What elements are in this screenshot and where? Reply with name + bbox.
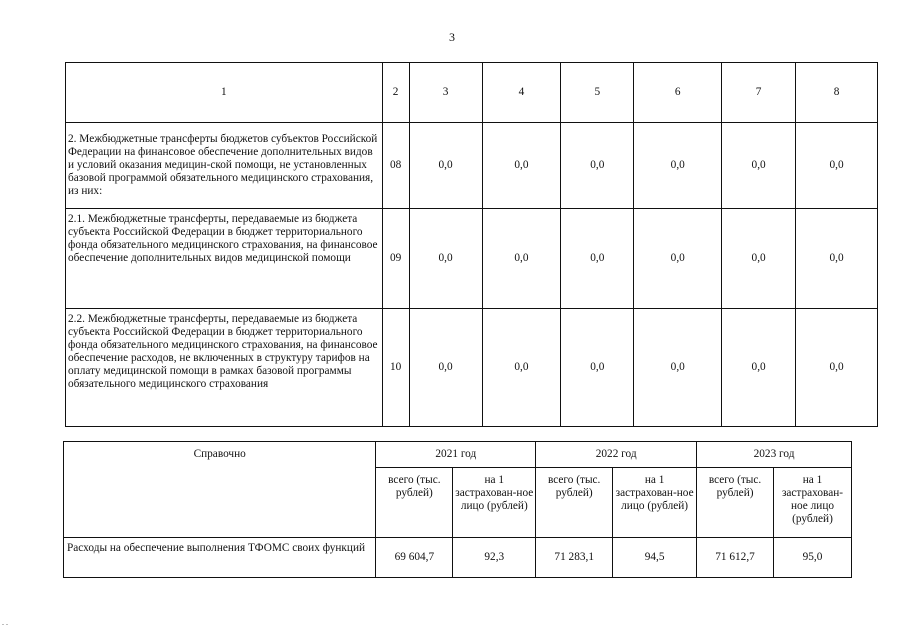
reference-label: Справочно: [64, 442, 376, 538]
row-description: 2.1. Межбюджетные трансферты, передаваемые из бюджета субъекта Российской Федерации в бюджет территориального фонда обязательного медицинского страхования, на финансовое обеспечение дополнительных видов медицинской помощи: [66, 209, 383, 309]
header-cell: 8: [796, 63, 878, 123]
value-cell: 0,0: [409, 209, 482, 309]
value-cell: 0,0: [409, 123, 482, 209]
subheader-total: всего (тыс. рублей): [697, 468, 774, 538]
value-cell: 69 604,7: [376, 538, 453, 578]
value-cell: 94,5: [613, 538, 697, 578]
value-cell: 0,0: [561, 123, 634, 209]
subheader-per-person: на 1 застрахован-ное лицо (рублей): [613, 468, 697, 538]
value-cell: 95,0: [774, 538, 852, 578]
value-cell: 0,0: [482, 209, 561, 309]
table-row: [66, 209, 878, 309]
row-description: 2.2. Межбюджетные трансферты, передаваемые из бюджета субъекта Российской Федерации в бюджет территориального фонда обязательного медицинского страхования, на финансовое обеспечение расходов, не включенных в структуру тарифов на оплату медицинской помощи в рамках базовой программы обязательного медицинского страхования: [66, 309, 383, 427]
year-header: 2022 год: [536, 442, 697, 468]
value-cell: 0,0: [722, 309, 796, 427]
value-cell: 0,0: [722, 209, 796, 309]
table-header-row: [66, 63, 878, 123]
row-code: 10: [382, 309, 409, 427]
table-row: [66, 123, 878, 209]
value-cell: 0,0: [722, 123, 796, 209]
header-cell: 2: [382, 63, 409, 123]
table-row: [64, 538, 852, 578]
year-header: 2023 год: [697, 442, 852, 468]
subheader-total: всего (тыс. рублей): [536, 468, 613, 538]
value-cell: 0,0: [409, 309, 482, 427]
row-code: 09: [382, 209, 409, 309]
value-cell: 71 283,1: [536, 538, 613, 578]
page-number: 3: [449, 30, 455, 44]
row-description: 2. Межбюджетные трансферты бюджетов субъектов Российской Федерации на финансовое обеспечение дополнительных видов и условий оказания медицин-ской помощи, не установленных базовой программой обязательного медицинского страхования, из них:: [66, 123, 383, 209]
value-cell: 0,0: [634, 309, 722, 427]
value-cell: 0,0: [561, 209, 634, 309]
header-cell: 1: [66, 63, 383, 123]
subheader-per-person: на 1 застрахован-ное лицо (рублей): [774, 468, 852, 538]
row-code: 08: [382, 123, 409, 209]
value-cell: 0,0: [634, 209, 722, 309]
value-cell: 0,0: [482, 309, 561, 427]
value-cell: 0,0: [634, 123, 722, 209]
value-cell: 0,0: [482, 123, 561, 209]
margin-marks: . .: [2, 618, 8, 627]
row-label: Расходы на обеспечение выполнения ТФОМС своих функций: [64, 538, 376, 578]
value-cell: 0,0: [796, 123, 878, 209]
value-cell: 71 612,7: [697, 538, 774, 578]
value-cell: 0,0: [796, 309, 878, 427]
subheader-total: всего (тыс. рублей): [376, 468, 453, 538]
header-cell: 3: [409, 63, 482, 123]
header-cell: 4: [482, 63, 561, 123]
value-cell: 92,3: [453, 538, 536, 578]
year-header: 2021 год: [376, 442, 536, 468]
table-row: [66, 309, 878, 427]
year-header-row: [64, 442, 852, 468]
header-cell: 6: [634, 63, 722, 123]
header-cell: 7: [722, 63, 796, 123]
subheader-per-person: на 1 застрахован-ное лицо (рублей): [453, 468, 536, 538]
value-cell: 0,0: [796, 209, 878, 309]
header-cell: 5: [561, 63, 634, 123]
reference-table: [63, 441, 852, 578]
budget-transfers-table: [65, 62, 878, 427]
value-cell: 0,0: [561, 309, 634, 427]
